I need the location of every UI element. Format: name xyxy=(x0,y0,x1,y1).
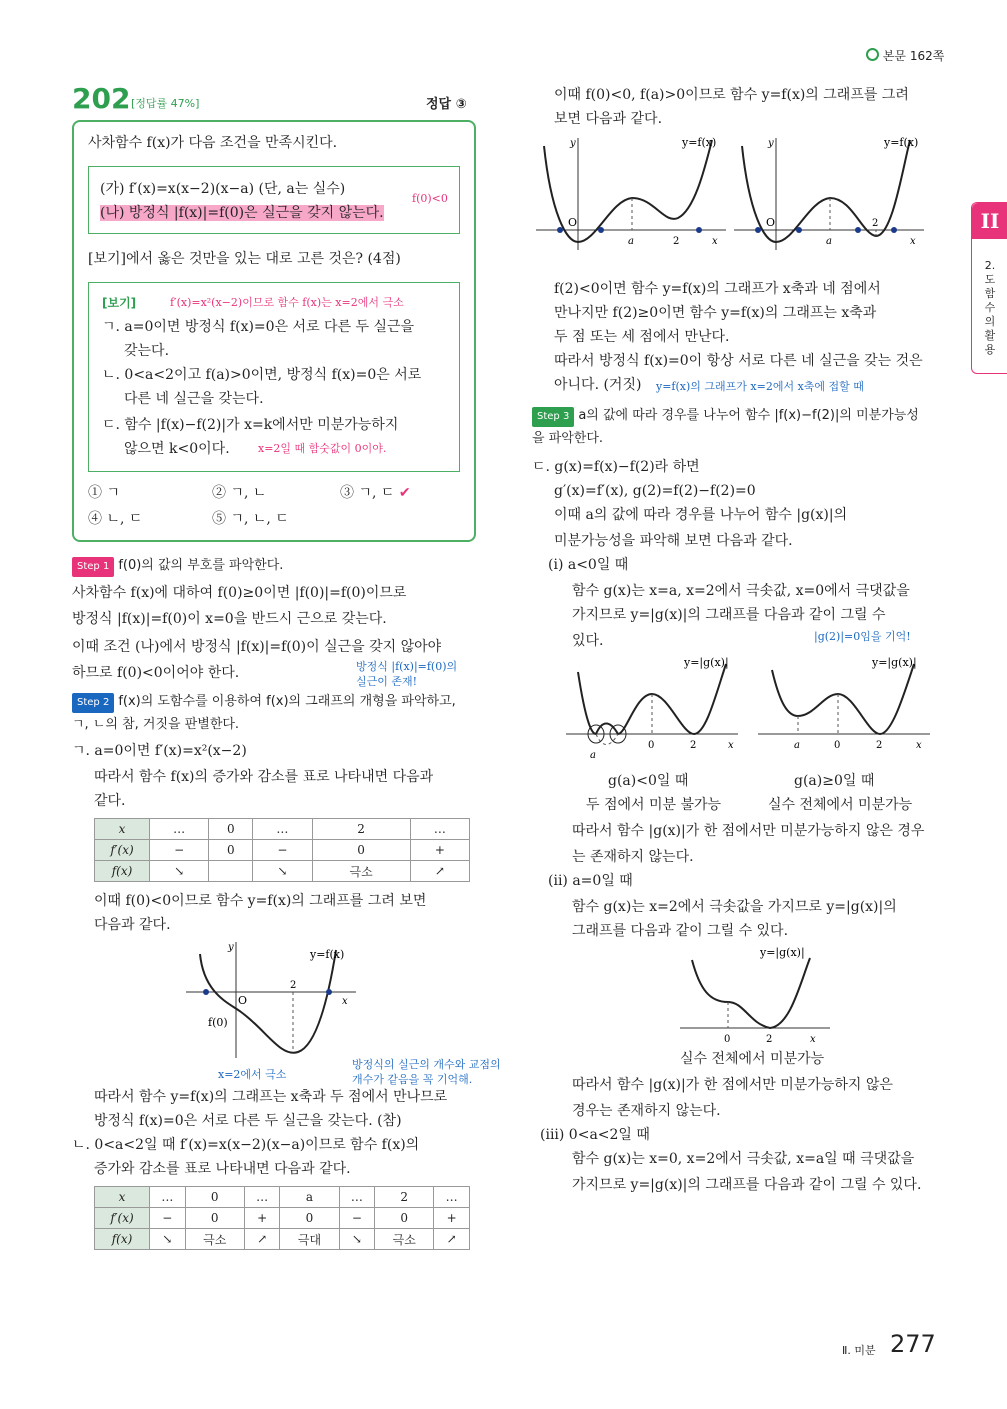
graph-1-ylabel: y xyxy=(228,942,234,953)
table-2 xyxy=(94,1186,470,1250)
step3-title-2: 을 파악한다. xyxy=(532,431,604,446)
step2-badge: Step 2 xyxy=(72,693,114,713)
side-tab-label: 2.도함수의활용 xyxy=(984,259,996,356)
table-cell: x xyxy=(95,819,150,840)
table-cell: 0 xyxy=(185,1187,244,1208)
graph-1-f0-label: f(0) xyxy=(208,1016,228,1029)
circle-icon xyxy=(866,48,879,61)
step3-badge: Step 3 xyxy=(532,407,574,427)
graph-c xyxy=(566,654,746,764)
left-p2: 방정식 |f(x)|=f(0)이 x=0을 반드시 근으로 갖는다. xyxy=(72,611,387,627)
step2-title-2: ㄱ, ㄴ의 참, 거짓을 판별한다. xyxy=(72,717,240,732)
graph-b xyxy=(734,132,934,252)
left-a4: 이때 f(0)<0이므로 함수 y=f(x)의 그래프를 그려 보면 xyxy=(94,893,427,909)
problem-number: 202 xyxy=(72,82,131,115)
graph-b-ylabel: y xyxy=(768,138,774,149)
table-cell: 0 xyxy=(375,1208,434,1229)
left-p4: 하므로 f(0)<0이어야 한다. xyxy=(72,665,240,681)
left-b1: ㄴ. 0<a<2일 때 f′(x)=x(x−2)(x−a)이므로 함수 f(x)의 xyxy=(72,1137,420,1153)
table-1-row xyxy=(95,840,470,861)
page-ref-text: 본문 162쪽 xyxy=(882,49,945,63)
root-point xyxy=(855,227,861,233)
condition-ga: (가) f′(x)=x(x−2)(x−a) (단, a는 실수) xyxy=(100,181,346,197)
case-i-3: 있다. xyxy=(572,633,604,649)
table-cell: … xyxy=(150,819,209,840)
left-a3: 같다. xyxy=(94,793,126,809)
graph-e xyxy=(680,944,840,1044)
check-icon: ✔ xyxy=(398,485,411,501)
answer-label: 정답 ③ xyxy=(426,97,467,112)
condition-na: (나) 방정식 |f(x)|=f(0)은 실근을 갖지 않는다. xyxy=(100,205,384,221)
graph-e-tick-2: 2 xyxy=(766,1034,773,1044)
graph-b-origin: O xyxy=(766,216,776,229)
bogi-note: f′(x)=x²(x−2)이므로 함수 f(x)는 x=2에서 극소 xyxy=(170,296,404,309)
side-tab-roman: II xyxy=(972,203,1007,239)
step3-heading xyxy=(532,406,919,427)
graph-a-xlabel: x xyxy=(712,236,718,247)
step3-title: a의 값에 따라 경우를 나누어 함수 |f(x)−f(2)|의 미분가능성 xyxy=(578,408,919,423)
graph-a-origin: O xyxy=(568,216,578,229)
table-cell: ↘ xyxy=(339,1229,375,1250)
table-cell: f(x) xyxy=(95,1229,150,1250)
left-p3-note2: 실근이 존재! xyxy=(356,675,418,688)
step2-heading xyxy=(72,692,456,713)
table-cell: f′(x) xyxy=(95,840,150,861)
left-a5: 다음과 같다. xyxy=(94,917,171,933)
caption-d1: g(a)≥0일 때 xyxy=(794,773,875,789)
page-ref xyxy=(866,47,944,65)
right-r2: 보면 다음과 같다. xyxy=(554,111,663,127)
table-cell: − xyxy=(150,840,209,861)
case-i-4: 따라서 함수 |g(x)|가 한 점에서만 미분가능하지 않은 경우 xyxy=(572,823,925,839)
left-p3-note1: 방정식 |f(x)|=f(0)의 xyxy=(356,660,458,673)
table-cell: … xyxy=(434,1187,470,1208)
table-cell: x xyxy=(95,1187,150,1208)
graph-a-ylabel: y xyxy=(570,138,576,149)
table-cell: − xyxy=(150,1208,186,1229)
choice-2[interactable]: ② ㄱ, ㄴ xyxy=(212,485,267,501)
graph-d xyxy=(758,654,938,764)
graph-1-note-a: x=2에서 극소 xyxy=(218,1068,287,1081)
bogi-item-3b: 않으면 k<0이다. xyxy=(124,441,230,457)
table-cell: … xyxy=(244,1187,280,1208)
left-a7: 방정식 f(x)=0은 서로 다른 두 실근을 갖는다. (참) xyxy=(94,1113,402,1129)
caption-c1: g(a)<0일 때 xyxy=(608,773,689,789)
graph-1-note-b2: 개수가 같음을 꼭 기억해. xyxy=(352,1073,473,1086)
page-number: 277 xyxy=(890,1330,936,1358)
bogi-item-1a: ㄱ. a=0이면 방정식 f(x)=0은 서로 다른 두 실근을 xyxy=(102,319,415,335)
curve xyxy=(578,664,726,734)
choice-3-label: ③ ㄱ, ㄷ xyxy=(340,485,395,501)
left-a1: ㄱ. a=0이면 f′(x)=x²(x−2) xyxy=(72,743,247,759)
case-iii-1: 함수 g(x)는 x=0, x=2에서 극솟값, x=a일 때 극댓값을 xyxy=(572,1151,915,1167)
table-cell: 0 xyxy=(280,1208,339,1229)
graph-d-tick-0: 0 xyxy=(834,740,841,751)
step1-title: f(0)의 값의 부호를 파악한다. xyxy=(118,558,284,573)
right-c3: 이때 a의 값에 따라 경우를 나누어 함수 |g(x)|의 xyxy=(554,507,848,523)
left-p3: 이때 조건 (나)에서 방정식 |f(x)|=f(0)이 실근을 갖지 않아야 xyxy=(72,639,442,655)
graph-c-tick-a: a xyxy=(590,750,596,761)
graph-1-fx-label: y=f(x) xyxy=(310,948,345,961)
root-point xyxy=(326,989,332,995)
table-cell: − xyxy=(339,1208,375,1229)
curve xyxy=(692,958,810,1028)
root-point xyxy=(755,227,761,233)
problem-statement: 사차함수 f(x)가 다음 조건을 만족시킨다. xyxy=(88,135,338,151)
table-2-row xyxy=(95,1208,470,1229)
question-text: [보기]에서 옳은 것만을 있는 대로 고른 것은? (4점) xyxy=(88,251,401,267)
caption-c2: 두 점에서 미분 불가능 xyxy=(586,797,722,813)
graph-d-xlabel: x xyxy=(916,740,922,751)
case-ii-4: 경우는 존재하지 않는다. xyxy=(572,1103,721,1119)
graph-c-tick-2: 2 xyxy=(690,740,697,751)
table-cell: ↗ xyxy=(434,1229,470,1250)
reflected-part xyxy=(596,734,618,745)
graph-e-tick-0: 0 xyxy=(724,1034,731,1044)
case-i-head: (i) a<0일 때 xyxy=(548,557,629,573)
graph-a-tick-a: a xyxy=(628,236,634,247)
left-a2: 따라서 함수 f(x)의 증가와 감소를 표로 나타내면 다음과 xyxy=(94,769,434,785)
root-point xyxy=(203,989,209,995)
graph-e-xlabel: x xyxy=(810,1034,816,1044)
case-ii-head: (ii) a=0일 때 xyxy=(548,873,633,889)
graph-e-fx-label: y=|g(x)| xyxy=(760,946,805,959)
condition-box xyxy=(88,166,460,234)
right-r4: 만나지만 f(2)≥0이면 함수 y=f(x)의 그래프는 x축과 xyxy=(554,305,877,321)
step2-title: f(x)의 도함수를 이용하여 f(x)의 그래프의 개형을 파악하고, xyxy=(118,694,456,709)
table-cell: 0 xyxy=(185,1208,244,1229)
table-cell: ↘ xyxy=(150,1229,186,1250)
table-cell: + xyxy=(410,840,469,861)
table-cell: 극대 xyxy=(280,1229,339,1250)
condition-note: f(0)<0 xyxy=(412,192,448,205)
right-c2: g′(x)=f′(x), g(2)=f(2)−f(2)=0 xyxy=(554,483,756,499)
graph-d-tick-a: a xyxy=(794,740,800,751)
table-cell: … xyxy=(410,819,469,840)
table-cell: ↘ xyxy=(150,861,209,882)
right-r3: f(2)<0이면 함수 y=f(x)의 그래프가 x축과 네 점에서 xyxy=(554,281,881,297)
case-i-note: |g(2)|=0임을 기억! xyxy=(814,630,911,643)
right-r6: 따라서 방정식 f(x)=0이 항상 서로 다른 네 실근을 갖는 것은 xyxy=(554,353,923,369)
choice-4[interactable]: ④ ㄴ, ㄷ xyxy=(88,511,143,527)
bogi-note-3: x=2일 때 함숫값이 0이야. xyxy=(258,442,387,455)
right-r5: 두 점 또는 세 점에서 만난다. xyxy=(554,329,730,345)
table-1-row xyxy=(95,819,470,840)
table-cell: 0 xyxy=(209,819,253,840)
graph-1 xyxy=(186,940,366,1060)
graph-1-tick-2: 2 xyxy=(290,980,297,991)
problem-rate: [정답률 47%] xyxy=(131,97,200,110)
case-ii-3: 따라서 함수 |g(x)|가 한 점에서만 미분가능하지 않은 xyxy=(572,1077,893,1093)
table-cell: 0 xyxy=(209,840,253,861)
graph-1-xlabel: x xyxy=(342,996,348,1007)
bogi-item-2a: ㄴ. 0<a<2이고 f(a)>0이면, 방정식 f(x)=0은 서로 xyxy=(102,367,422,383)
graph-d-tick-2: 2 xyxy=(876,740,883,751)
table-cell: + xyxy=(244,1208,280,1229)
case-i-2: 가지므로 y=|g(x)|의 그래프를 다음과 같이 그릴 수 xyxy=(572,607,886,623)
table-cell: … xyxy=(150,1187,186,1208)
graph-a xyxy=(536,132,736,252)
graph-d-fx-label: y=|g(x)| xyxy=(872,656,917,669)
table-cell xyxy=(209,861,253,882)
step1-badge: Step 1 xyxy=(72,557,114,577)
root-point xyxy=(557,227,563,233)
graph-c-fx-label: y=|g(x)| xyxy=(684,656,729,669)
table-cell: f(x) xyxy=(95,861,150,882)
root-point xyxy=(598,227,604,233)
case-i-1: 함수 g(x)는 x=a, x=2에서 극솟값, x=0에서 극댓값을 xyxy=(572,583,910,599)
left-b2: 증가와 감소를 표로 나타내면 다음과 같다. xyxy=(94,1161,351,1177)
graph-c-tick-0: 0 xyxy=(648,740,655,751)
curve xyxy=(772,664,914,734)
left-a6: 따라서 함수 y=f(x)의 그래프는 x축과 두 점에서 만나므로 xyxy=(94,1089,448,1105)
graph-b-xlabel: x xyxy=(910,236,916,247)
root-point xyxy=(696,227,702,233)
step1-heading xyxy=(72,556,283,577)
table-cell: 극소 xyxy=(312,861,410,882)
case-iii-head: (iii) 0<a<2일 때 xyxy=(540,1127,650,1143)
table-cell: … xyxy=(253,819,312,840)
right-r7-note: y=f(x)의 그래프가 x=2에서 x축에 접할 때 xyxy=(656,380,864,393)
right-r1: 이때 f(0)<0, f(a)>0이므로 함수 y=f(x)의 그래프를 그려 xyxy=(554,87,909,103)
case-ii-1: 함수 g(x)는 x=2에서 극솟값을 가지므로 y=|g(x)|의 xyxy=(572,899,897,915)
graph-1-origin: O xyxy=(238,994,248,1007)
table-cell: 2 xyxy=(375,1187,434,1208)
caption-d2: 실수 전체에서 미분가능 xyxy=(768,797,913,813)
chapter-side-tab[interactable] xyxy=(971,202,1007,374)
table-cell: 2 xyxy=(312,819,410,840)
case-i-5: 는 존재하지 않는다. xyxy=(572,849,694,865)
bogi-label: [보기] xyxy=(102,296,137,310)
table-cell: 0 xyxy=(312,840,410,861)
graph-a-fx-label: y=f(x) xyxy=(682,136,717,149)
table-cell: f′(x) xyxy=(95,1208,150,1229)
graph-b-fx-label: y=f(x) xyxy=(884,136,919,149)
right-c1: ㄷ. g(x)=f(x)−f(2)라 하면 xyxy=(532,459,700,475)
choice-1[interactable]: ① ㄱ xyxy=(88,485,120,501)
choice-5[interactable]: ⑤ ㄱ, ㄴ, ㄷ xyxy=(212,511,289,527)
table-cell: ↘ xyxy=(253,861,312,882)
curve xyxy=(200,950,336,1053)
table-cell: 극소 xyxy=(185,1229,244,1250)
case-iii-2: 가지므로 y=|g(x)|의 그래프를 다음과 같이 그릴 수 있다. xyxy=(572,1177,922,1193)
root-point xyxy=(796,227,802,233)
table-cell: a xyxy=(280,1187,339,1208)
footer-chapter: Ⅱ. 미분 xyxy=(842,1344,876,1357)
table-2-row xyxy=(95,1187,470,1208)
left-p1: 사차함수 f(x)에 대하여 f(0)≥0이면 |f(0)|=f(0)이므로 xyxy=(72,585,407,601)
table-cell: ↗ xyxy=(244,1229,280,1250)
bogi-item-3a: ㄷ. 함수 |f(x)−f(2)|가 x=k에서만 미분가능하지 xyxy=(102,417,399,433)
choice-3[interactable] xyxy=(340,484,411,502)
table-1-row xyxy=(95,861,470,882)
table-cell: ↗ xyxy=(410,861,469,882)
table-1 xyxy=(94,818,470,882)
table-cell: … xyxy=(339,1187,375,1208)
table-2-row xyxy=(95,1229,470,1250)
table-cell: − xyxy=(253,840,312,861)
graph-c-xlabel: x xyxy=(728,740,734,751)
graph-b-tick-2: 2 xyxy=(872,218,879,229)
bogi-item-1b: 갖는다. xyxy=(124,343,170,359)
table-cell: 극소 xyxy=(375,1229,434,1250)
root-point xyxy=(891,227,897,233)
right-c4: 미분가능성을 파악해 보면 다음과 같다. xyxy=(554,533,793,549)
case-ii-caption: 실수 전체에서 미분가능 xyxy=(680,1051,825,1067)
table-cell: + xyxy=(434,1208,470,1229)
graph-1-note-b1: 방정식의 실근의 개수와 교점의 xyxy=(352,1058,501,1071)
graph-a-tick-2: 2 xyxy=(673,236,680,247)
case-ii-2: 그래프를 다음과 같이 그릴 수 있다. xyxy=(572,923,789,939)
right-r7: 아니다. (거짓) xyxy=(554,377,642,393)
graph-b-tick-a: a xyxy=(826,236,832,247)
bogi-item-2b: 다른 네 실근을 갖는다. xyxy=(124,391,264,407)
